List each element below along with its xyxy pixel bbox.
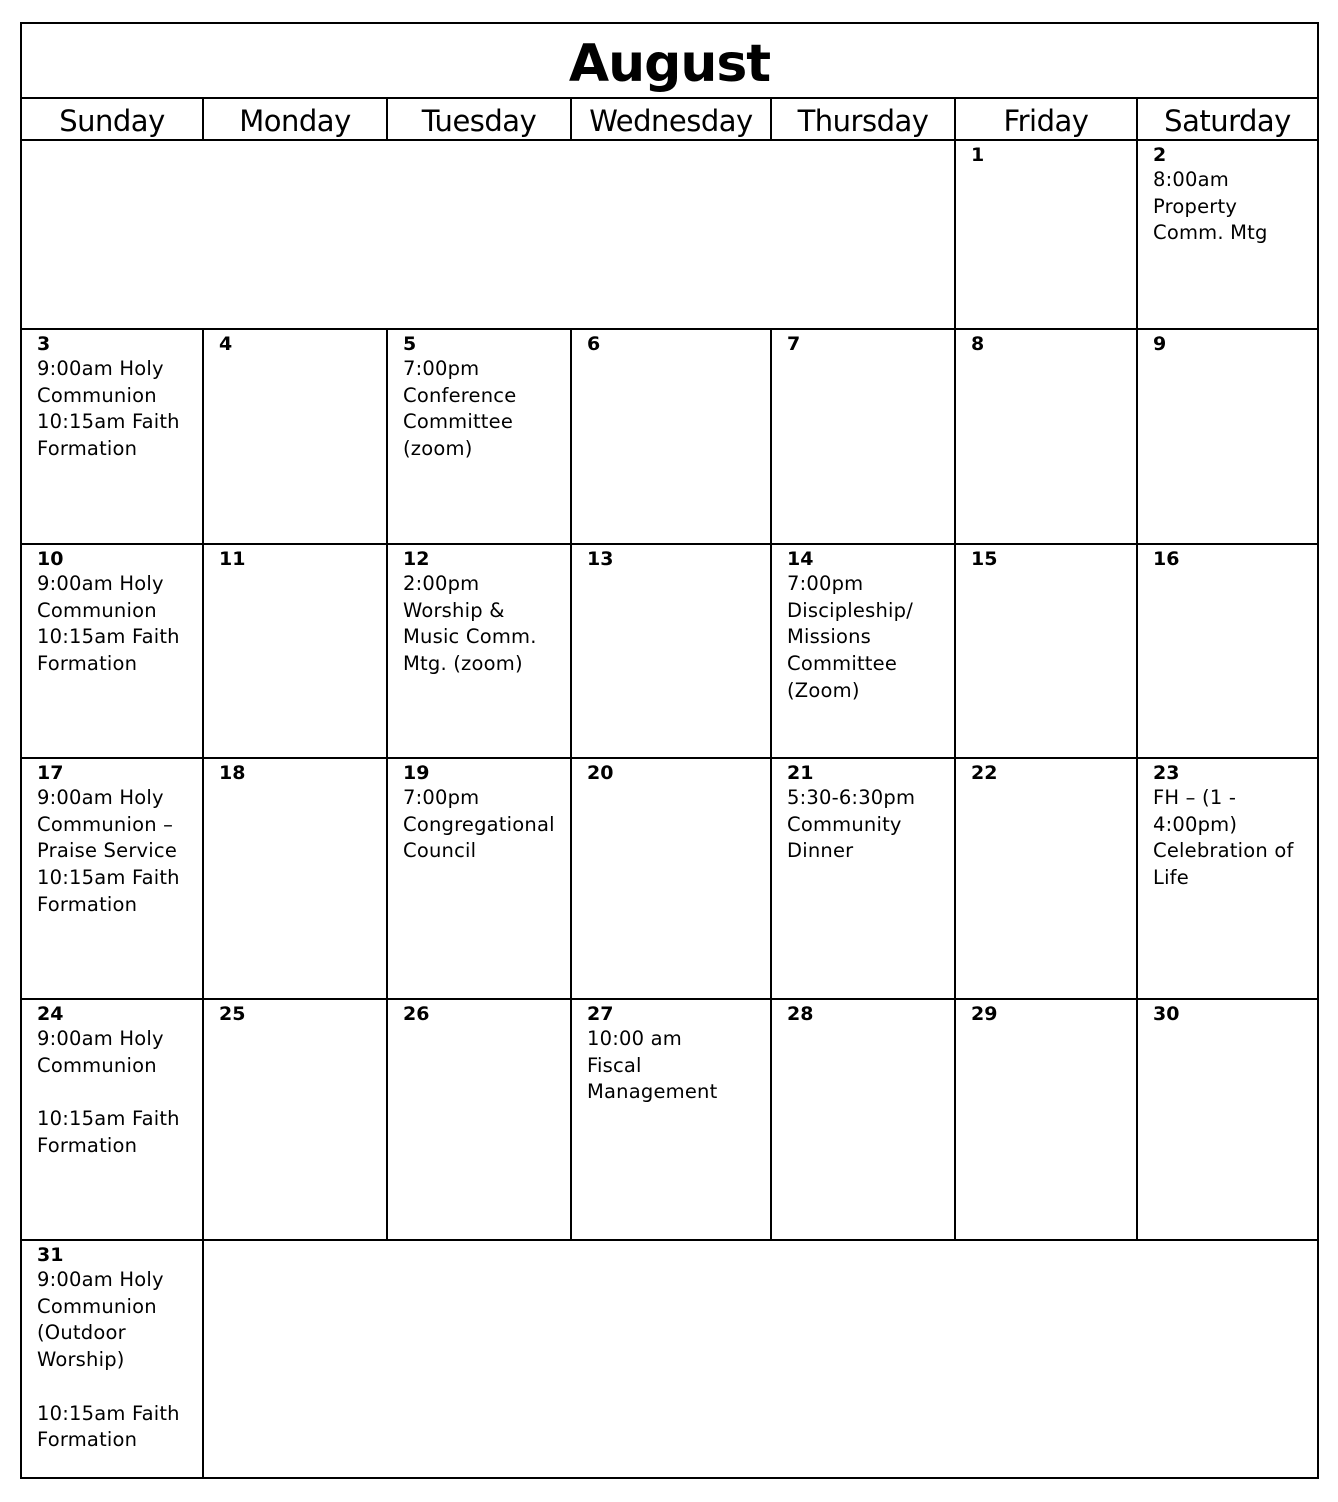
day-cell-15[interactable] [956, 545, 1138, 759]
day-events: FH – (1 - 4:00pm) Celebration of Life [1153, 786, 1294, 890]
day-events: 9:00am Holy Communion 10:15am Faith Formation [37, 357, 180, 461]
weekday-tuesday: Tuesday [388, 99, 572, 141]
day-cell-13[interactable] [572, 545, 772, 759]
day-events: 5:30-6:30pm Community Dinner [787, 786, 916, 863]
day-cell-22[interactable] [956, 759, 1138, 1000]
weekday-monday: Monday [204, 99, 388, 141]
day-events: 7:00pm Congregational Council [403, 786, 555, 863]
day-cell-28[interactable] [772, 1000, 956, 1241]
day-number: 28 [787, 1003, 814, 1025]
day-number: 10 [37, 548, 64, 570]
month-title: August [22, 24, 1317, 99]
day-number: 11 [219, 548, 246, 570]
weekday-friday: Friday [956, 99, 1138, 141]
day-number: 20 [587, 762, 614, 784]
day-number: 15 [971, 548, 998, 570]
day-cell-9[interactable] [1138, 330, 1317, 545]
day-cell-6[interactable] [572, 330, 772, 545]
day-cell-14[interactable] [772, 545, 956, 759]
day-number: 5 [403, 333, 417, 355]
day-cell-16[interactable] [1138, 545, 1317, 759]
day-number: 29 [971, 1003, 998, 1025]
day-cell-17[interactable] [22, 759, 204, 1000]
day-number: 23 [1153, 762, 1180, 784]
day-events: 7:00pm Conference Committee (zoom) [403, 357, 517, 461]
day-number: 24 [37, 1003, 64, 1025]
day-cell-26[interactable] [388, 1000, 572, 1241]
day-events: 8:00am Property Comm. Mtg [1153, 168, 1268, 245]
day-cell-5[interactable] [388, 330, 572, 545]
day-number: 19 [403, 762, 430, 784]
day-number: 13 [587, 548, 614, 570]
day-cell-19[interactable] [388, 759, 572, 1000]
day-number: 1 [971, 144, 985, 166]
day-cell-11[interactable] [204, 545, 388, 759]
day-events: 9:00am Holy Communion – Praise Service 10:15am Faith Formation [37, 786, 180, 916]
day-cell-4[interactable] [204, 330, 388, 545]
day-number: 21 [787, 762, 814, 784]
calendar [20, 22, 1319, 1479]
day-number: 26 [403, 1003, 430, 1025]
day-number: 12 [403, 548, 430, 570]
day-cell-27[interactable] [572, 1000, 772, 1241]
day-cell-1[interactable] [956, 141, 1138, 330]
day-cell-30[interactable] [1138, 1000, 1317, 1241]
day-cell-29[interactable] [956, 1000, 1138, 1241]
day-cell-8[interactable] [956, 330, 1138, 545]
day-events: 7:00pm Discipleship/ Missions Committee (Zoom) [787, 572, 914, 702]
day-number: 18 [219, 762, 246, 784]
day-cell-3[interactable] [22, 330, 204, 545]
day-cell-12[interactable] [388, 545, 572, 759]
day-events: 9:00am Holy Communion 10:15am Faith Formation [37, 572, 180, 676]
weekday-wednesday: Wednesday [572, 99, 772, 141]
day-number: 7 [787, 333, 801, 355]
day-events: 2:00pm Worship & Music Comm. Mtg. (zoom) [403, 572, 537, 676]
day-number: 31 [37, 1244, 64, 1266]
day-cell-7[interactable] [772, 330, 956, 545]
day-number: 25 [219, 1003, 246, 1025]
day-cell-31[interactable] [22, 1241, 204, 1477]
day-events: 9:00am Holy Communion (Outdoor Worship) 10:15am Faith Formation [37, 1268, 180, 1452]
day-cell-2[interactable] [1138, 141, 1317, 330]
day-number: 8 [971, 333, 985, 355]
day-number: 9 [1153, 333, 1167, 355]
day-number: 30 [1153, 1003, 1180, 1025]
day-events: 9:00am Holy Communion 10:15am Faith Formation [37, 1027, 180, 1157]
weekday-thursday: Thursday [772, 99, 956, 141]
weekday-saturday: Saturday [1138, 99, 1317, 141]
empty-cell-leading [22, 141, 956, 330]
day-number: 16 [1153, 548, 1180, 570]
day-number: 6 [587, 333, 601, 355]
day-number: 3 [37, 333, 51, 355]
day-cell-21[interactable] [772, 759, 956, 1000]
day-cell-10[interactable] [22, 545, 204, 759]
day-events: 10:00 am Fiscal Management [587, 1027, 718, 1104]
day-cell-24[interactable] [22, 1000, 204, 1241]
day-cell-25[interactable] [204, 1000, 388, 1241]
day-cell-23[interactable] [1138, 759, 1317, 1000]
day-number: 4 [219, 333, 233, 355]
day-number: 2 [1153, 144, 1167, 166]
day-number: 27 [587, 1003, 614, 1025]
day-number: 17 [37, 762, 64, 784]
day-cell-18[interactable] [204, 759, 388, 1000]
day-number: 14 [787, 548, 814, 570]
empty-cell-trailing [204, 1241, 1317, 1477]
day-number: 22 [971, 762, 998, 784]
day-cell-20[interactable] [572, 759, 772, 1000]
weekday-sunday: Sunday [22, 99, 204, 141]
